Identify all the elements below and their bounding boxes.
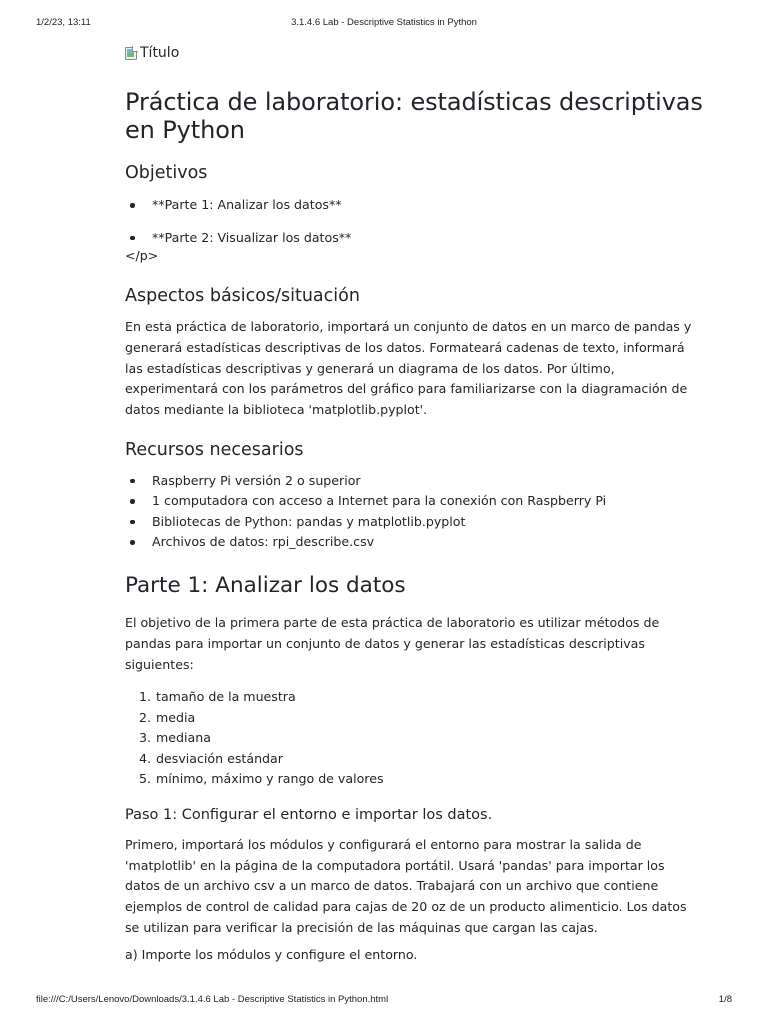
paso1-paragraph: Primero, importará los módulos y configurará el entorno para mostrar la salida de 'matplotlib' en la página de la computadora portátil. Usará 'pandas' para importar los datos de un archivo csv a un marco de datos. Trabajará con un archivo que contiene ejemplos de control de calidad para cajas de 20 oz de un producto alimenticio. Los datos se utilizan para verificar la precisión de las máquinas que cargan las cajas.: [125, 836, 687, 936]
list-item: 3. mediana: [139, 730, 211, 746]
list-item: **Parte 2: Visualizar los datos**: [125, 228, 703, 249]
parte1-paragraph: El objetivo de la primera parte de esta práctica de laboratorio es utilizar métodos de pandas para importar un conjunto de datos y generar las estadísticas descriptivas siguientes:: [125, 614, 660, 672]
parte1-heading: Parte 1: Analizar los datos: [125, 572, 406, 598]
title-image: [125, 42, 703, 64]
aspectos-heading: Aspectos básicos/situación: [125, 286, 360, 306]
objetivos-heading: Objetivos: [125, 163, 208, 183]
title-image-alt: Título: [140, 45, 180, 61]
list-item: 1. tamaño de la muestra: [139, 689, 296, 705]
paso1-heading: Paso 1: Configurar el entorno e importar los datos.: [125, 806, 493, 823]
print-header: [36, 17, 732, 28]
list-item: 2. media: [139, 709, 196, 725]
aspectos-paragraph: En esta práctica de laboratorio, importará un conjunto de datos en un marco de pandas y generará estadísticas descriptivas de los datos. Formateará cadenas de texto, informará las estadísticas descriptivas y generará un diagrama de los datos. Por último, experimentará con los parámetros del gráfico para familiarizarse con la diagramación de datos mediante la biblioteca 'matplotlib.pyplot'.: [125, 319, 692, 418]
list-item: **Parte 1: Analizar los datos**: [125, 195, 703, 216]
print-page-number: 1/8: [718, 994, 732, 1005]
page-title: Práctica de laboratorio: estadísticas descriptivas en Python: [125, 88, 703, 144]
paso1-step-a: a) Importe los módulos y configure el entorno.: [125, 946, 418, 962]
list-item: 5. mínimo, máximo y rango de valores: [139, 771, 384, 787]
stray-closing-tag: </p>: [125, 248, 159, 263]
print-file-path: file:///C:/Users/Lenovo/Downloads/3.1.4.6 Lab - Descriptive Statistics in Python.html: [36, 994, 389, 1005]
list-item: Bibliotecas de Python: pandas y matplotlib.pyplot: [125, 512, 703, 533]
list-item: 4. desviación estándar: [139, 750, 283, 766]
broken-image-icon: [125, 47, 137, 60]
document-content: [125, 42, 703, 966]
parte1-list: [125, 687, 703, 790]
print-datetime: 1/2/23, 13:11: [36, 17, 91, 28]
recursos-list: [125, 471, 703, 553]
print-title: 3.1.4.6 Lab - Descriptive Statistics in Python: [291, 17, 477, 28]
list-item: Raspberry Pi versión 2 o superior: [125, 471, 703, 492]
objetivos-list: [125, 195, 703, 248]
list-item: 1 computadora con acceso a Internet para la conexión con Raspberry Pi: [125, 491, 703, 512]
recursos-heading: Recursos necesarios: [125, 439, 304, 460]
print-footer: [36, 994, 732, 1005]
list-item: Archivos de datos: rpi_describe.csv: [125, 532, 703, 553]
